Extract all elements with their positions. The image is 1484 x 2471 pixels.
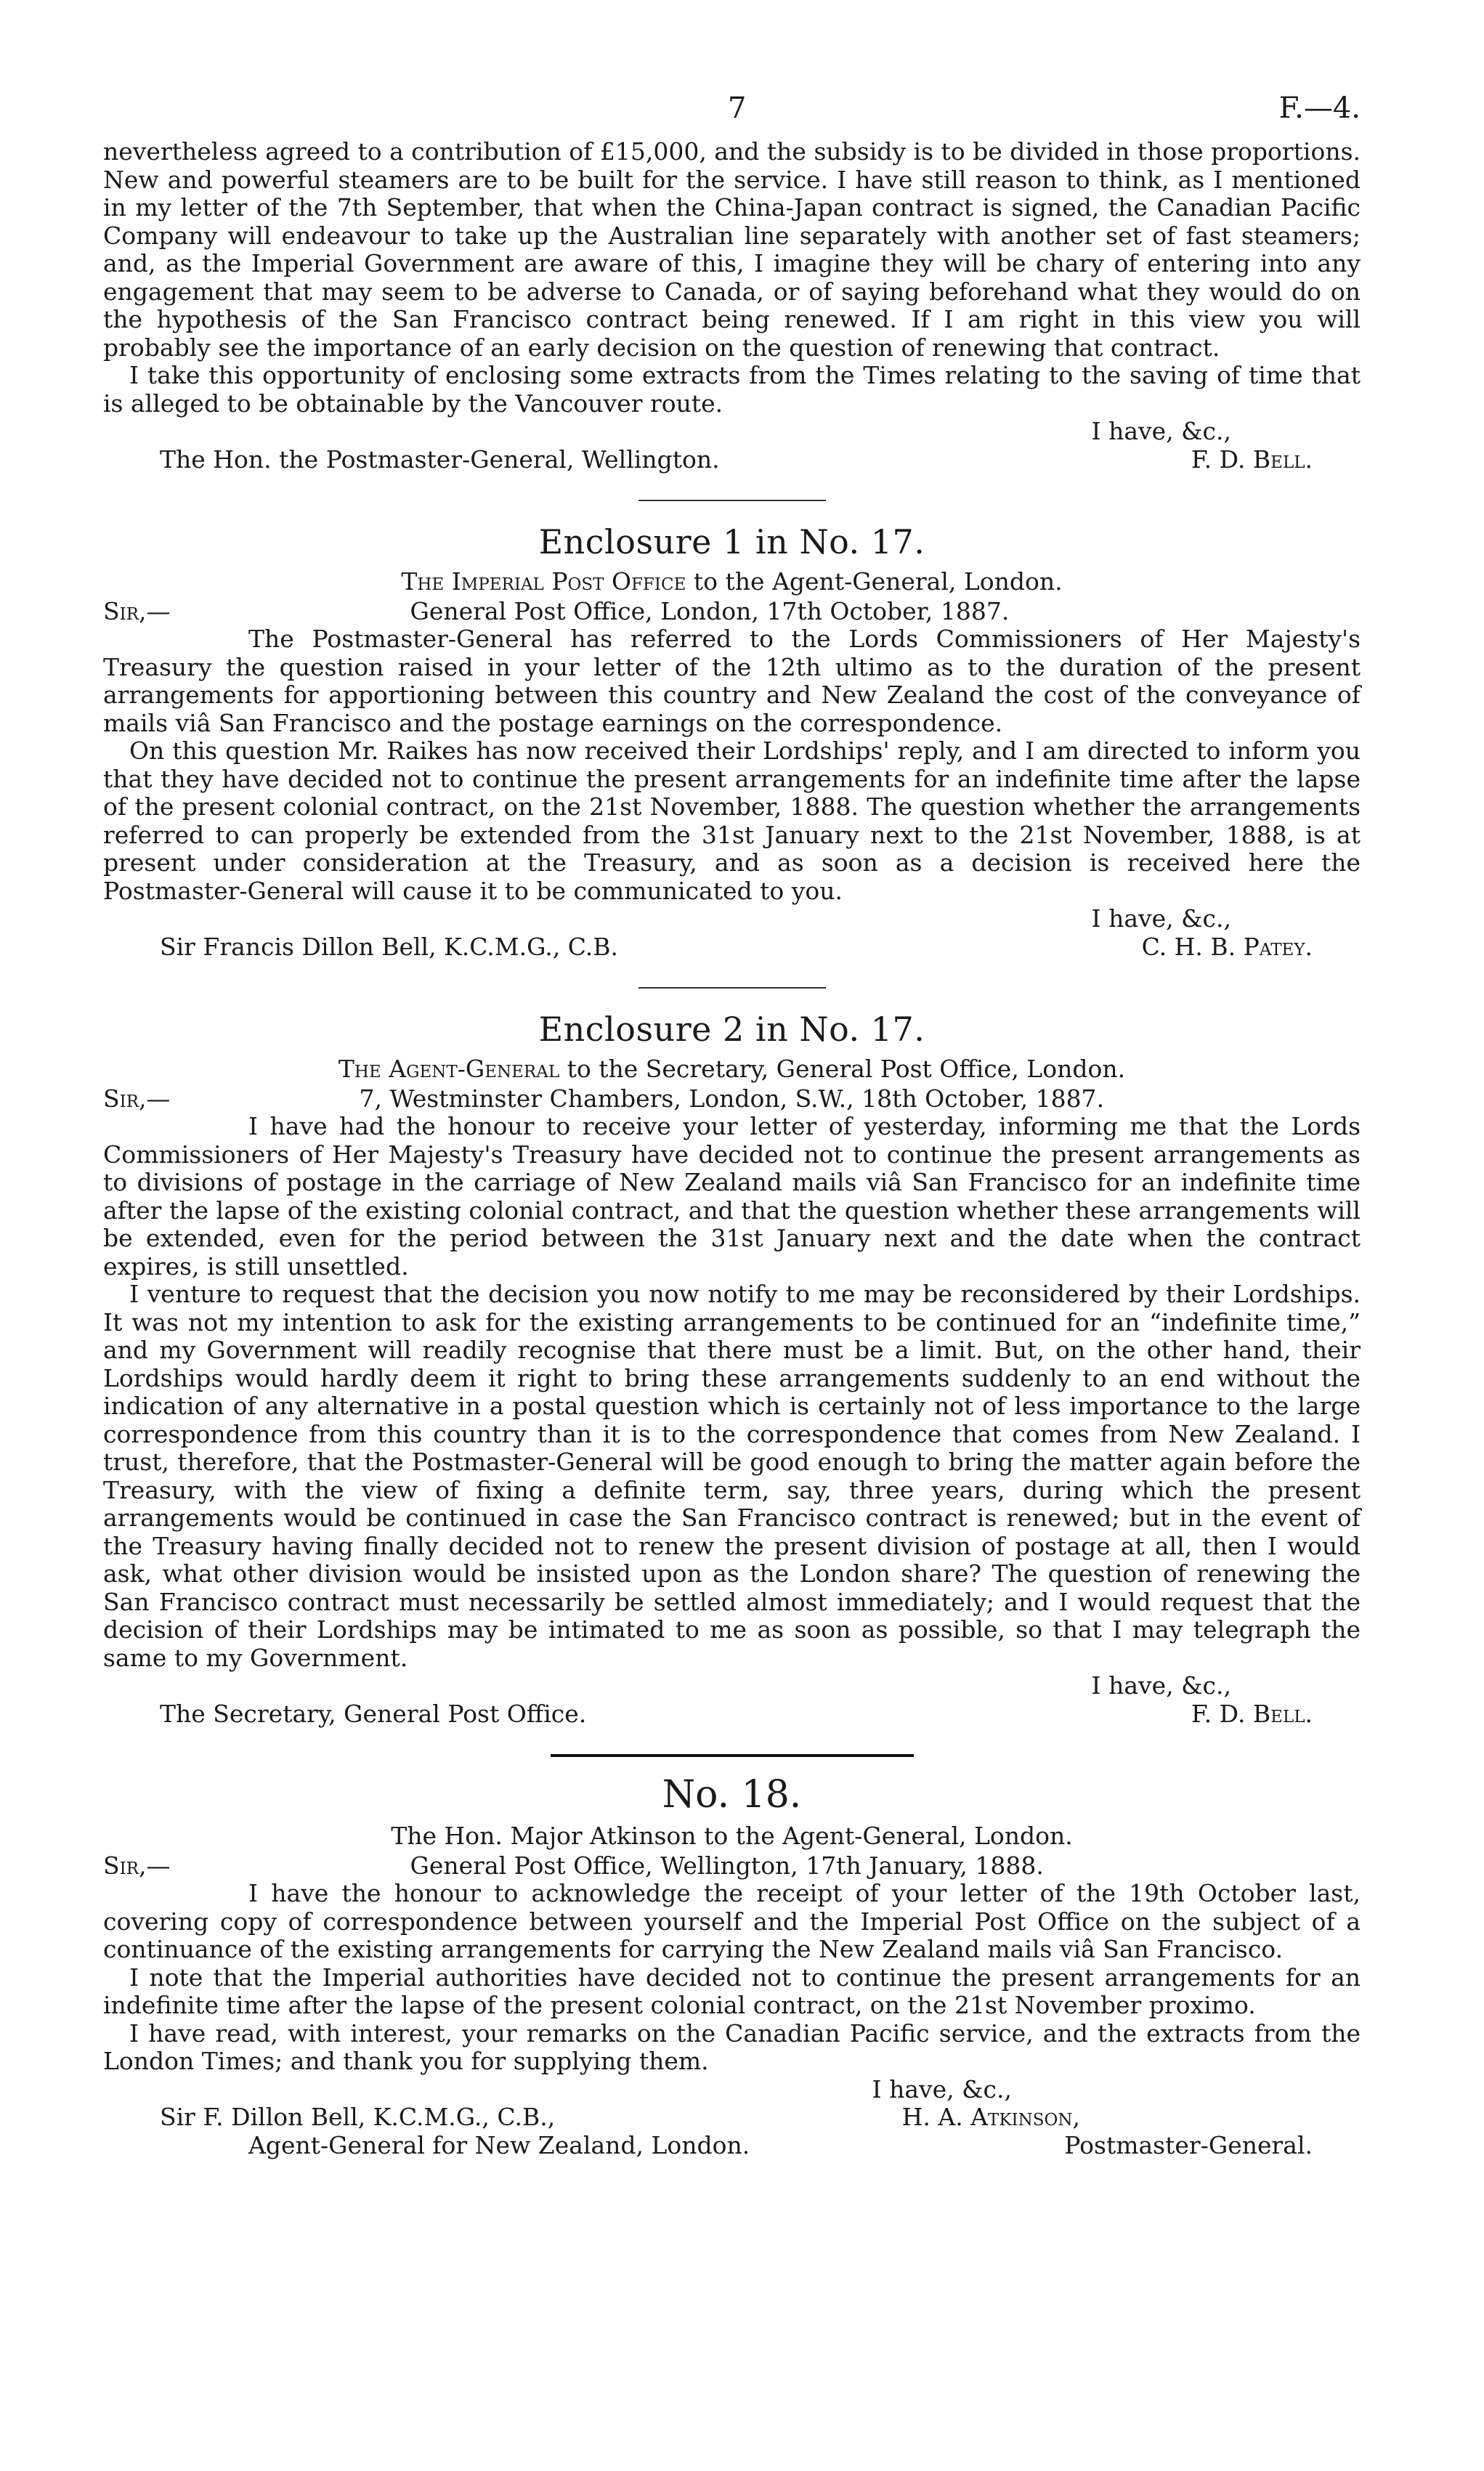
place-date: General Post Office, Wellington, 17th January, 1888. [410,1851,1044,1880]
body-paragraph: I have had the honour to receive your letter of yesterday, informing me that the Lords Commissioners of Her Majesty's Treasury have decided not to continue the present arrangements as to divisions of postage in the carriage of New Zealand mails viâ San Francisco for an indefinite time after the lapse of the existing colonial contract, and that the question whether these arrangements will be extended, even for the period between the 31st January next and the date when the contract expires, is still unsettled. [103,1112,1361,1281]
closing: I have, &c., [1091,417,1231,445]
letter-heading [103,568,1361,596]
salutation: Sir,— [103,1851,171,1880]
recipient: The Secretary, General Post Office. [160,1699,587,1728]
salutation-row [103,1852,1361,1880]
heading-from: The Agent-General [338,1055,560,1083]
place-date: 7, Westminster Chambers, London, S.W., 18th October, 1887. [359,1084,1105,1113]
body-paragraph: nevertheless agreed to a contribution of £15,000, and the subsidy is to be divided in those proportions. New and powerful steamers are to be built for the service. I have still reason to think, as I mentioned in my letter of the 7th September, that when the China-Japan contract is signed, the Canadian Pacific Company will endeavour to take up the Australian line separately with another set of fast steamers; and, as the Imperial Government are aware of this, I imagine they will be chary of entering into any engagement that may seem to be adverse to Canada, or of saying beforehand what they would do on the hypothesis of the San Francisco contract being renewed. If I am right in this view you will probably see the importance of an early decision on the question of renewing that contract. [103,137,1361,362]
heading-from: The Hon. Major Atkinson [391,1822,697,1850]
signature-row [103,2103,1361,2132]
body-paragraph: I take this opportunity of enclosing some extracts from the Times relating to the saving of time that is alleged to be obtainable by the Vancouver route. [103,361,1361,418]
salutation-row [103,1085,1361,1113]
closing: I have, &c., [1091,904,1231,933]
section-title: Enclosure 2 in No. 17. [538,1010,925,1049]
signature-title: Postmaster-General. [1064,2130,1313,2159]
recipient-line-2: Agent-General for New Zealand, London. [248,2130,750,2159]
letter-heading [103,1055,1361,1084]
letter-17-continuation [103,138,1361,474]
signature-row [103,933,1361,962]
section-title: No. 18. [662,1773,802,1817]
page-header [103,94,1361,138]
body-paragraph: I have the honour to acknowledge the receipt of your letter of the 19th October last, covering copy of correspondence between yourself and the Imperial Post Office on the subject of a continuance of the existing arrangements for carrying the New Zealand mails viâ San Francisco. [103,1879,1361,1963]
enclosure-2 [103,1009,1361,1728]
document-reference: F.—4. [1278,92,1361,125]
signature-row [103,446,1361,474]
closing: I have, &c., [872,2074,1012,2103]
enclosure-1 [103,522,1361,961]
divider [638,500,826,501]
divider [638,987,826,989]
signature-row-2 [103,2132,1361,2160]
place-date: General Post Office, London, 17th October, 1887. [410,596,1010,625]
section-title: Enclosure 1 in No. 17. [538,522,925,561]
body-paragraph: I venture to request that the decision you now notify to me may be reconsidered by their Lordships. It was not my intention to ask for the existing arrangements to be continued for an “indefinite time,” and my Government will readily recognise that there must be a limit. But, on the other hand, their Lordships would hardly deem it right to bring these arrangements suddenly to an end without the indication of any alternative in a postal question which is certainly not of less importance to the large correspondence from this country than it is to the correspondence that comes from New Zealand. I trust, therefore, that the Postmaster-General will be good enough to bring the matter again before the Treasury, with the view of fixing a definite term, say, three years, during which the present arrangements would be continued in case the San Francisco contract is renewed; but in the event of the Treasury having finally decided not to renew the present division of postage at all, then I would ask, what other division would be insisted upon as the London share? The question of renewing the San Francisco contract must necessarily be settled almost immediately; and I would request that the decision of their Lordships may be intimated to me as soon as possible, so that I may telegraph the same to my Government. [103,1280,1361,1672]
signature: C. H. B. Patey. [1141,932,1313,961]
salutation: Sir,— [103,1084,171,1113]
salutation: Sir,— [103,596,171,625]
page-number: 7 [728,92,747,125]
body-paragraph: On this question Mr. Raikes has now received their Lordships' reply, and I am directed to inform you that they have decided not to continue the present arrangements for an indefinite time after the lapse of the present colonial contract, on the 21st November, 1888. The question whether the arrangements referred to can properly be extended from the 31st January next to the 21st November, 1888, is at present under consideration at the Treasury, and as soon as a decision is received here the Postmaster-General will cause it to be communicated to you. [103,737,1361,905]
closing: I have, &c., [1091,1671,1231,1700]
recipient: Sir Francis Dillon Bell, K.C.M.G., C.B. [160,932,619,961]
heading-to: to the Secretary, General Post Office, London. [567,1055,1126,1083]
heading-to: to the Agent-General, London. [704,1822,1073,1850]
salutation-row [103,598,1361,626]
letter-18 [103,1773,1361,2159]
signature: H. A. Atkinson, [901,2103,1080,2131]
body-paragraph: I note that the Imperial authorities have decided not to continue the present arrangements for an indefinite time after the lapse of the present colonial contract, on the 21st November proximo. [103,1963,1361,2019]
recipient: Sir F. Dillon Bell, K.C.M.G., C.B., [160,2103,556,2131]
letter-heading [103,1822,1361,1851]
signature: F. D. Bell. [1191,1699,1313,1728]
heading-to: to the Agent-General, London. [693,567,1063,596]
body-paragraph: I have read, with interest, your remarks on the Canadian Pacific service, and the extracts from the London Times; and thank you for supplying them. [103,2018,1361,2075]
recipient: The Hon. the Postmaster-General, Wellington. [160,445,720,474]
heading-from: The Imperial Post Office [401,567,686,596]
body-paragraph: The Postmaster-General has referred to the Lords Commissioners of Her Majesty's Treasury the question raised in your letter of the 12th ultimo as to the duration of the present arrangements for apportioning between this country and New Zealand the cost of the conveyance of mails viâ San Francisco and the postage earnings on the correspondence. [103,625,1361,737]
section-divider [551,1754,914,1757]
signature: F. D. Bell. [1191,445,1313,474]
signature-row [103,1700,1361,1729]
